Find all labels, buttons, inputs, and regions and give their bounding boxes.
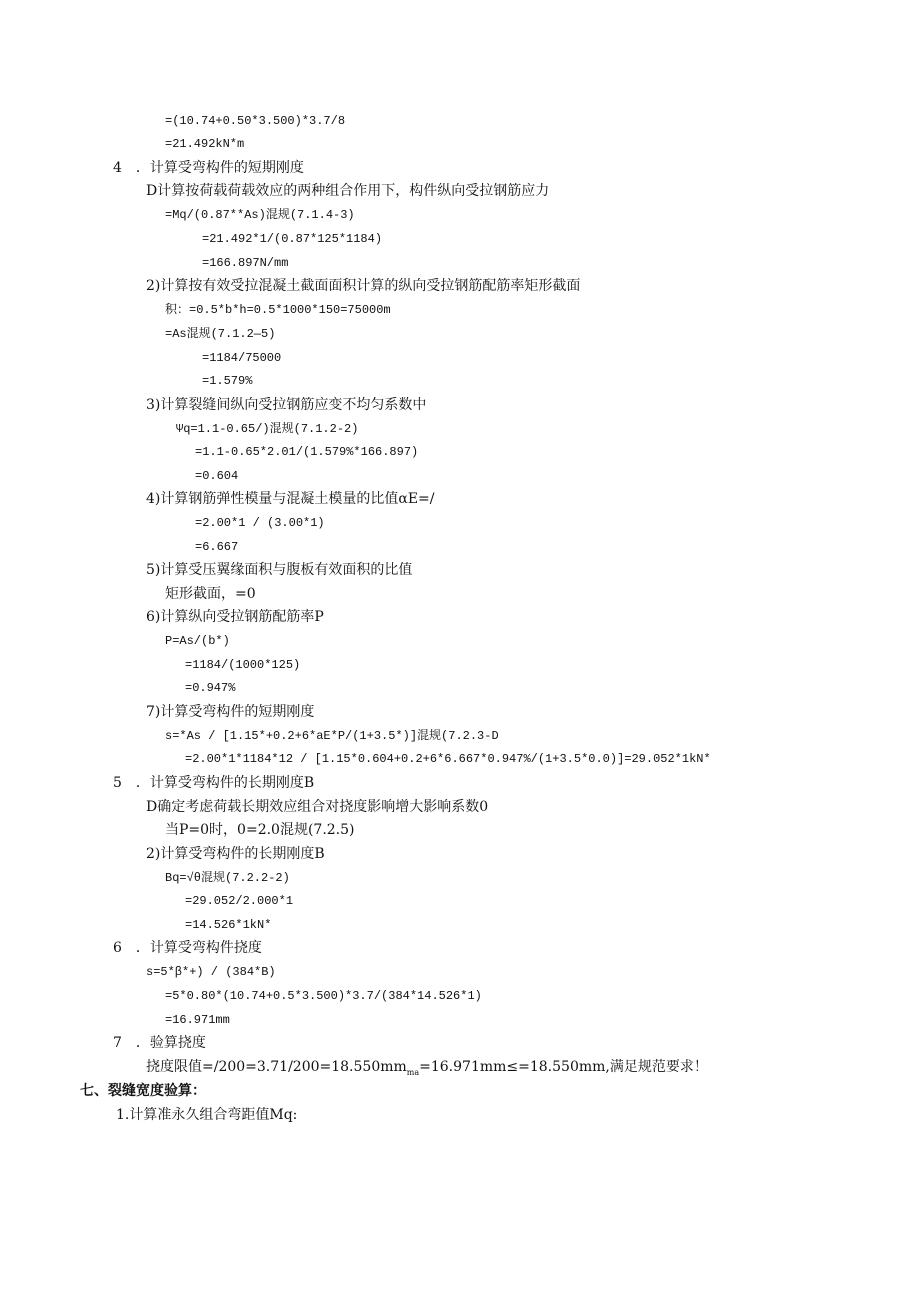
check-line (146, 1057, 708, 1083)
formula-line: =16.971mm (165, 1013, 230, 1027)
text-line: 4)计算钢筋弹性模量与混凝土模量的比值αE=/ (146, 491, 435, 507)
formula-line: P=As/(b*) (165, 634, 230, 648)
check-limit-text: 挠度限值=/200=3.71/200=18.550mm (146, 1059, 407, 1075)
text-line: 2)计算受弯构件的长期刚度B (146, 846, 325, 862)
text-line: =21.492kN*m (165, 137, 245, 151)
formula-line: =1.579% (202, 374, 253, 388)
formula-line: =14.526*1kN* (185, 918, 272, 932)
text-line: 3)计算裂缝间纵向受拉钢筋应变不均匀系数中 (146, 397, 427, 413)
section-heading: 6 ．计算受弯构件挠度 (113, 940, 262, 956)
text-line: 当P=0时，0=2.0混规(7.2.5) (165, 822, 355, 838)
formula-line: =1184/75000 (202, 351, 282, 365)
text-line: 2)计算按有效受拉混凝土截面面积计算的纵向受拉钢筋配筋率矩形截面 (146, 278, 581, 294)
text-line: 6)计算纵向受拉钢筋配筋率P (146, 609, 324, 625)
formula-line: =0.604 (195, 469, 239, 483)
check-result-text: =16.971mm≤=18.550mm,满足规范要求！ (419, 1059, 708, 1075)
formula-line: 积：=0.5*b*h=0.5*1000*150=75000m (165, 303, 391, 317)
text-line: 7)计算受弯构件的短期刚度 (146, 704, 315, 720)
formula-line: Ψq=1.1-0.65/)混规(7.1.2-2) (176, 422, 359, 436)
text-line: D确定考虑荷载长期效应组合对挠度影响增大影响系数0 (146, 799, 489, 815)
formula-line: =1184/(1000*125) (185, 658, 301, 672)
text-line: D计算按荷载荷载效应的两种组合作用下，构件纵向受拉钢筋应力 (146, 183, 550, 199)
formula-line: =6.667 (195, 540, 239, 554)
text-line: 1.计算准永久组合弯距值Mq: (116, 1107, 298, 1123)
formula-line: =5*0.80*(10.74+0.5*3.500)*3.7/(384*14.526*1) (165, 989, 482, 1003)
section-heading: 4 ．计算受弯构件的短期刚度 (113, 160, 304, 176)
formula-line: =0.947% (185, 681, 236, 695)
section-heading: 7 ．验算挠度 (113, 1035, 206, 1051)
formula-line: =1.1-0.65*2.01/(1.579%*166.897) (195, 445, 419, 459)
formula-line: =As混规(7.1.2—5) (165, 327, 276, 341)
formula-line: s=5*β*+) / (384*B) (146, 965, 276, 979)
formula-line: =2.00*1*1184*12 / [1.15*0.604+0.2+6*6.667*0.947%/(1+3.5*0.0)]=29.052*1kN* (185, 752, 711, 766)
text-line: =(10.74+0.50*3.500)*3.7/8 (165, 114, 346, 128)
text-line: 矩形截面，=0 (165, 586, 256, 602)
formula-line: =21.492*1/(0.87*125*1184) (202, 232, 383, 246)
formula-line: Bq=√θ混规(7.2.2-2) (165, 871, 290, 885)
formula-line: s=*As / [1.15*+0.2+6*aE*P/(1+3.5*)]混规(7.2.3-D (165, 729, 499, 743)
formula-line: =Mq/(0.87**As)混规(7.1.4-3) (165, 208, 355, 222)
chapter-heading: 七、裂缝宽度验算： (80, 1083, 206, 1099)
subscript-text: ma (406, 1067, 420, 1077)
text-line: 5)计算受压翼缘面积与腹板有效面积的比值 (146, 562, 413, 578)
formula-line: =2.00*1 / (3.00*1) (195, 516, 325, 530)
section-heading: 5 ．计算受弯构件的长期刚度B (113, 775, 315, 791)
formula-line: =29.052/2.000*1 (185, 894, 294, 908)
formula-line: =166.897N/mm (202, 256, 289, 270)
